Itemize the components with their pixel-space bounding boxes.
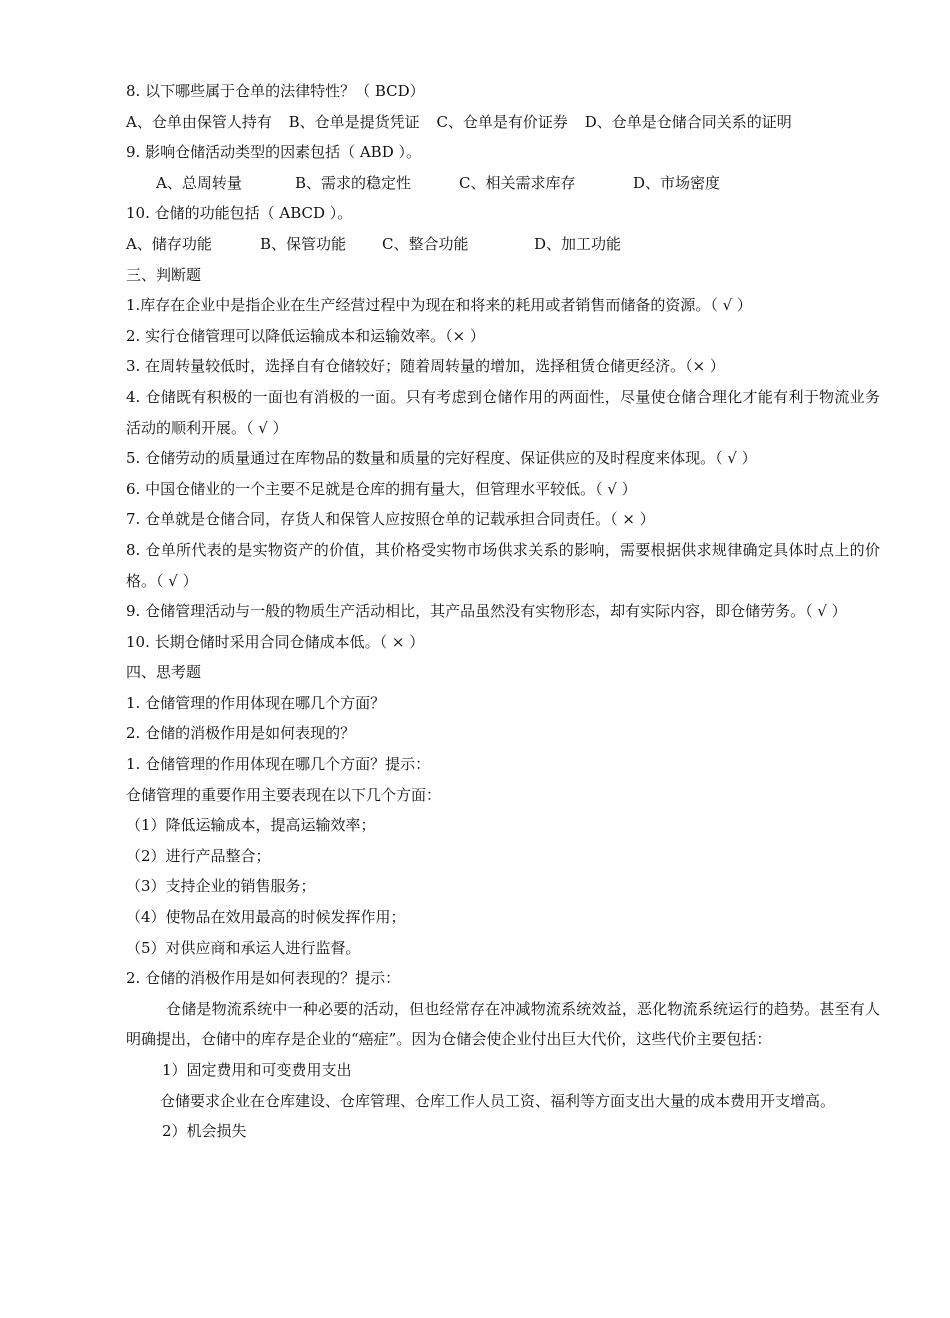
answer-2-sub2-title: 2）机会损失: [162, 1122, 247, 1141]
section-heading-thinking: 四、思考题: [126, 663, 202, 682]
judgment-item-7: 7. 仓单就是仓储合同，存货人和保管人应按照仓单的记载承担合同责任。（ × ）: [126, 510, 655, 529]
answer-1-point-5: （5）对供应商和承运人进行监督。: [126, 938, 361, 957]
q10-option-c: C、整合功能: [382, 234, 469, 253]
question-8-options: [126, 107, 880, 138]
thinking-question-2: 2. 仓储的消极作用是如何表现的？: [126, 724, 356, 743]
thinking-question-1: 1. 仓储管理的作用体现在哪几个方面？: [126, 693, 386, 712]
answer-2-sub1-title: 1）固定费用和可变费用支出: [162, 1061, 352, 1079]
q8-option-a: A、仓单由保管人持有: [126, 112, 272, 131]
answer-1-point-1: （1）降低运输成本，提高运输效率；: [126, 816, 376, 835]
question-9: 9. 影响仓储活动类型的因素包括（ ABD ）。: [126, 143, 421, 162]
question-8: 8. 以下哪些属于仓单的法律特性？（ BCD）: [126, 82, 425, 100]
q8-option-c: C、仓单是有价证券: [436, 112, 568, 131]
q9-option-c: C、相关需求库存: [459, 173, 576, 192]
judgment-item-8: 8. 仓单所代表的是实物资产的价值，其价格受实物市场供求关系的影响，需要根据供求规律确定具体时点上的价格。（ √ ）: [126, 540, 880, 590]
answer-2-paragraph: 仓储是物流系统中一种必要的活动，但也经常存在冲减物流系统效益，恶化物流系统运行的趋势。甚至有人明确提出，仓储中的库存是企业的“癌症”。因为仓储会使企业付出巨大代价，这些代价主要包括：: [126, 999, 880, 1049]
q9-option-b: B、需求的稳定性: [295, 173, 412, 192]
question-10: 10. 仓储的功能包括（ ABCD ）。: [126, 204, 353, 223]
q10-option-b: B、保管功能: [260, 234, 347, 253]
document-page: [126, 76, 880, 1147]
q8-option-d: D、仓单是仓储合同关系的证明: [584, 112, 792, 131]
answer-1-title: 1. 仓储管理的作用体现在哪几个方面？提示：: [126, 755, 431, 774]
answer-1-point-3: （3）支持企业的销售服务；: [126, 877, 316, 896]
question-10-options: [126, 229, 880, 260]
answer-2-title: 2. 仓储的消极作用是如何表现的？提示：: [126, 969, 401, 988]
q10-option-d: D、加工功能: [534, 234, 622, 253]
judgment-item-5: 5. 仓储劳动的质量通过在库物品的数量和质量的完好程度、保证供应的及时程度来体现。（ √ ）: [126, 449, 757, 468]
answer-1-intro: 仓储管理的重要作用主要表现在以下几个方面：: [126, 785, 442, 804]
judgment-item-2: 2. 实行仓储管理可以降低运输成本和运输效率。（× ）: [126, 326, 485, 345]
answer-1-point-2: （2）进行产品整合；: [126, 846, 271, 865]
section-heading-judgment: 三、判断题: [126, 265, 202, 284]
judgment-item-10: 10. 长期仓储时采用合同仓储成本低。（ × ）: [126, 632, 425, 651]
judgment-item-6: 6. 中国仓储业的一个主要不足就是仓库的拥有量大，但管理水平较低。（ √ ）: [126, 479, 637, 498]
judgment-item-1: 1.库存在企业中是指企业在生产经营过程中为现在和将来的耗用或者销售而储备的资源。（ √ ）: [126, 296, 752, 315]
q10-option-a: A、储存功能: [126, 234, 212, 253]
q9-option-d: D、市场密度: [633, 173, 721, 192]
q9-option-a: A、总周转量: [156, 173, 242, 192]
answer-1-point-4: （4）使物品在效用最高的时候发挥作用；: [126, 908, 406, 927]
question-9-options: [126, 168, 880, 199]
judgment-item-4: 4. 仓储既有积极的一面也有消极的一面。只有考虑到仓储作用的两面性，尽量使仓储合理化才能有利于物流业务活动的顺利开展。（ √ ）: [126, 387, 880, 437]
judgment-item-9: 9. 仓储管理活动与一般的物质生产活动相比，其产品虽然没有实物形态，却有实际内容，即仓储劳务。（ √ ）: [126, 602, 847, 621]
q8-option-b: B、仓单是提货凭证: [288, 112, 420, 131]
answer-2-sub1-body: 仓储要求企业在仓库建设、仓库管理、仓库工作人员工资、福利等方面支出大量的成本费用开支增高。: [160, 1091, 836, 1110]
judgment-item-3: 3. 在周转量较低时，选择自有仓储较好；随着周转量的增加，选择租赁仓储更经济。（× ）: [126, 357, 725, 376]
